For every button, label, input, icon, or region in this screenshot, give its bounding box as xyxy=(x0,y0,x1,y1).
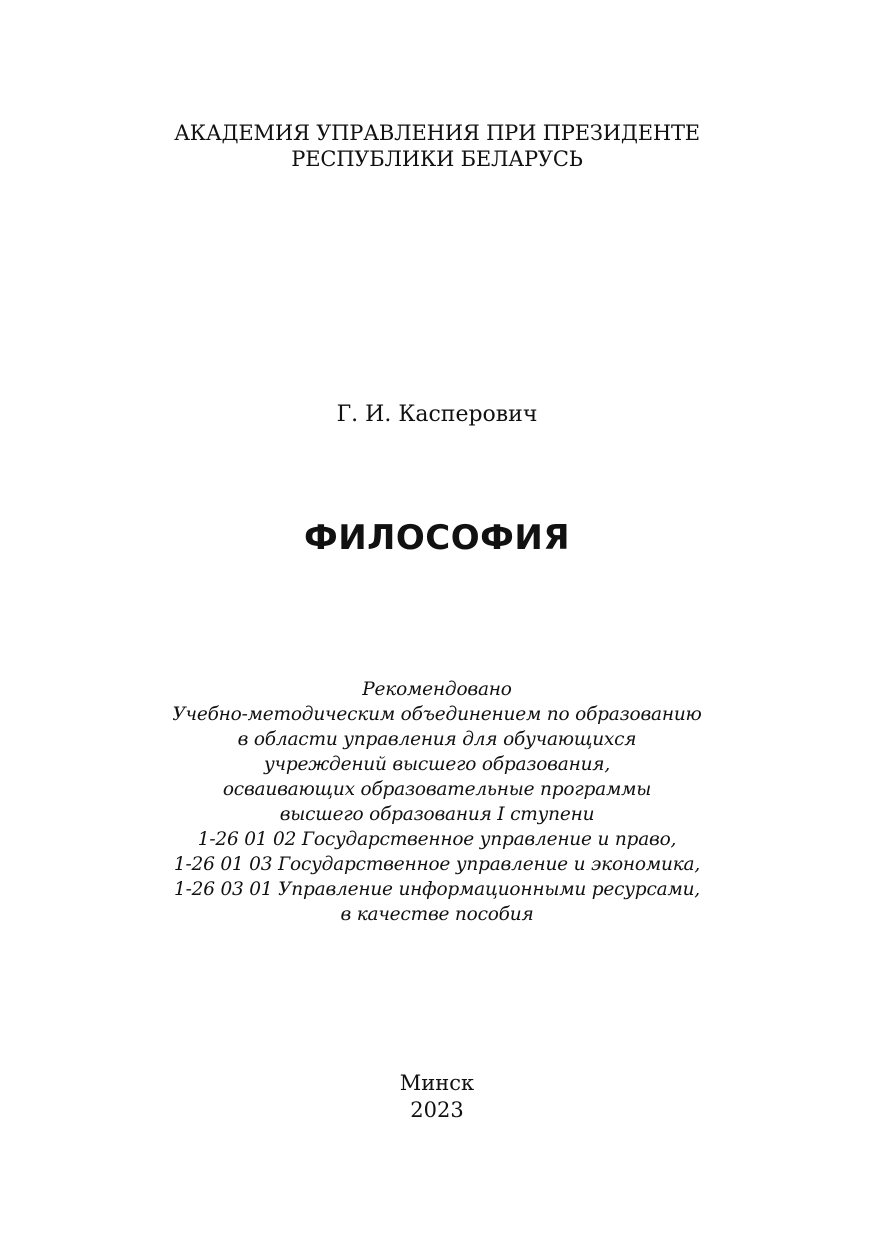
recommendation-line: высшего образования I ступени xyxy=(279,804,595,825)
recommendation-line: осваивающих образовательные программы xyxy=(222,779,652,800)
imprint xyxy=(0,1070,874,1124)
imprint-year: 2023 xyxy=(410,1098,464,1122)
recommendation-note xyxy=(0,677,874,927)
book-title: ФИЛОСОФИЯ xyxy=(303,518,571,558)
institution-name xyxy=(0,120,874,172)
imprint-city: Минск xyxy=(399,1071,475,1095)
author-name: Г. И. Касперович xyxy=(336,402,538,427)
institution-line-2: РЕСПУБЛИКИ БЕЛАРУСЬ xyxy=(291,147,583,171)
recommendation-line: в качестве пособия xyxy=(340,904,534,925)
recommendation-line: в области управления для обучающихся xyxy=(237,729,637,750)
recommendation-line: Учебно-методическим объединением по образованию xyxy=(172,704,702,725)
recommendation-line: 1-26 01 03 Государственное управление и экономика, xyxy=(173,854,701,875)
institution-line-1: АКАДЕМИЯ УПРАВЛЕНИЯ ПРИ ПРЕЗИДЕНТЕ xyxy=(174,121,700,145)
recommendation-line: 1-26 03 01 Управление информационными ресурсами, xyxy=(174,879,700,900)
recommendation-line: Рекомендовано xyxy=(362,679,512,700)
recommendation-line: 1-26 01 02 Государственное управление и право, xyxy=(197,829,677,850)
recommendation-line: учреждений высшего образования, xyxy=(263,754,611,775)
